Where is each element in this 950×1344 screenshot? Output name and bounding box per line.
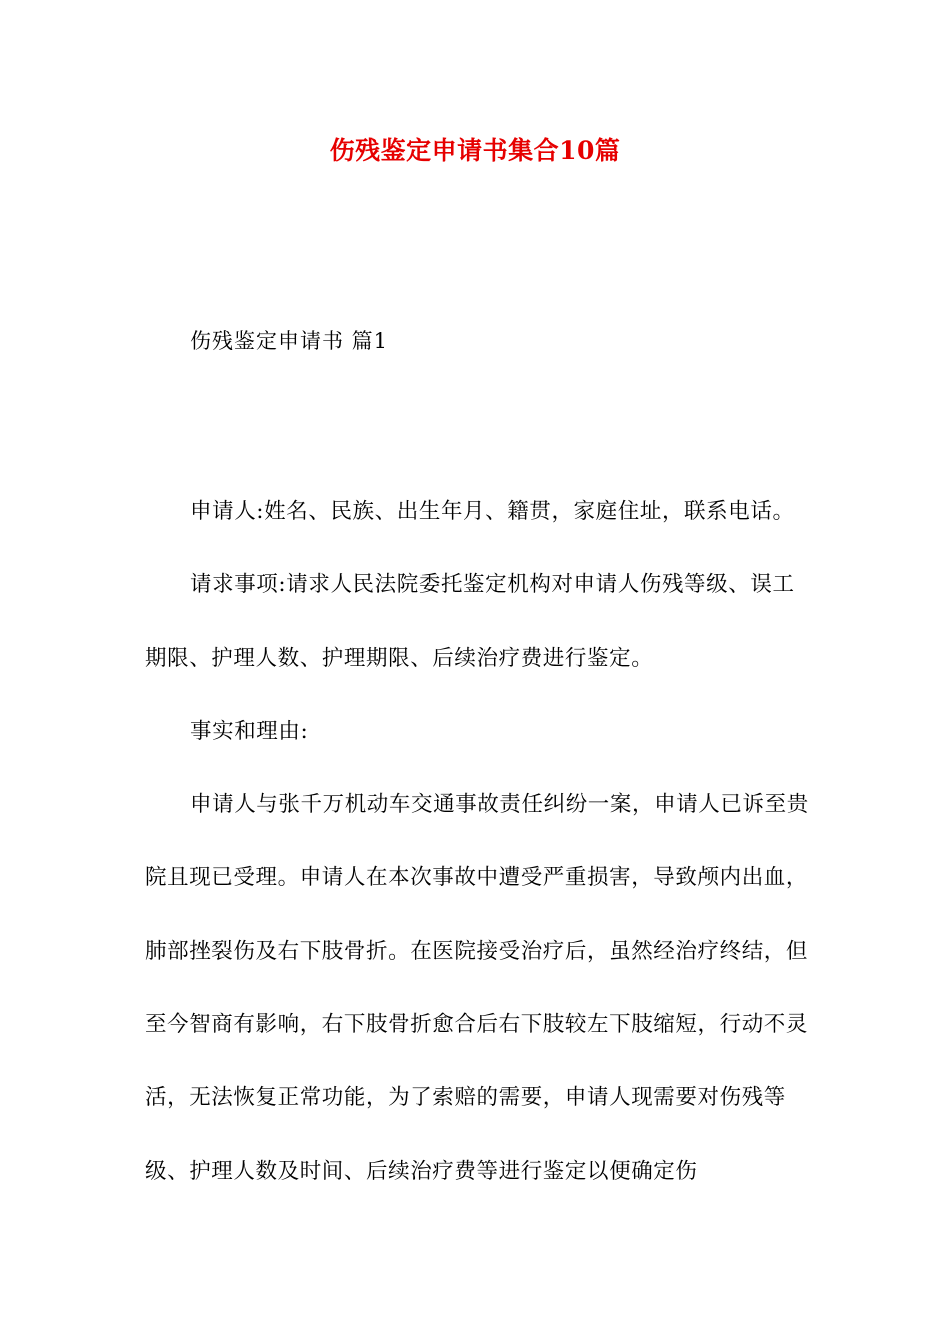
section-heading: 伤残鉴定申请书 篇1 [190,329,389,353]
paragraph-facts-heading: 事实和理由: [190,718,309,744]
document-title: 伤残鉴定申请书集合10篇 [329,136,621,165]
paragraph-request: 请求事项:请求人民法院委托鉴定机构对申请人伤残等级、误工期限、护理人数、护理期限、后续治疗费进行鉴定。 [145,572,795,671]
document-body [145,475,810,1208]
paragraph-applicant: 申请人:姓名、民族、出生年月、籍贯，家庭住址，联系电话。 [190,499,795,524]
paragraph-facts-body: 申请人与张千万机动车交通事故责任纠纷一案，申请人已诉至贵院且现已受理。申请人在本次事故中遭受严重损害，导致颅内出血，肺部挫裂伤及右下肢骨折。在医院接受治疗后，虽然经治疗终结，但至今智商有影响，右下肢骨折愈合后右下肢较左下肢缩短，行动不灵活，无法恢复正常功能，为了索赔的需要，申请人现需要对伤残等级、护理人数及时间、后续治疗费等进行鉴定以便确定伤 [145,792,809,1184]
